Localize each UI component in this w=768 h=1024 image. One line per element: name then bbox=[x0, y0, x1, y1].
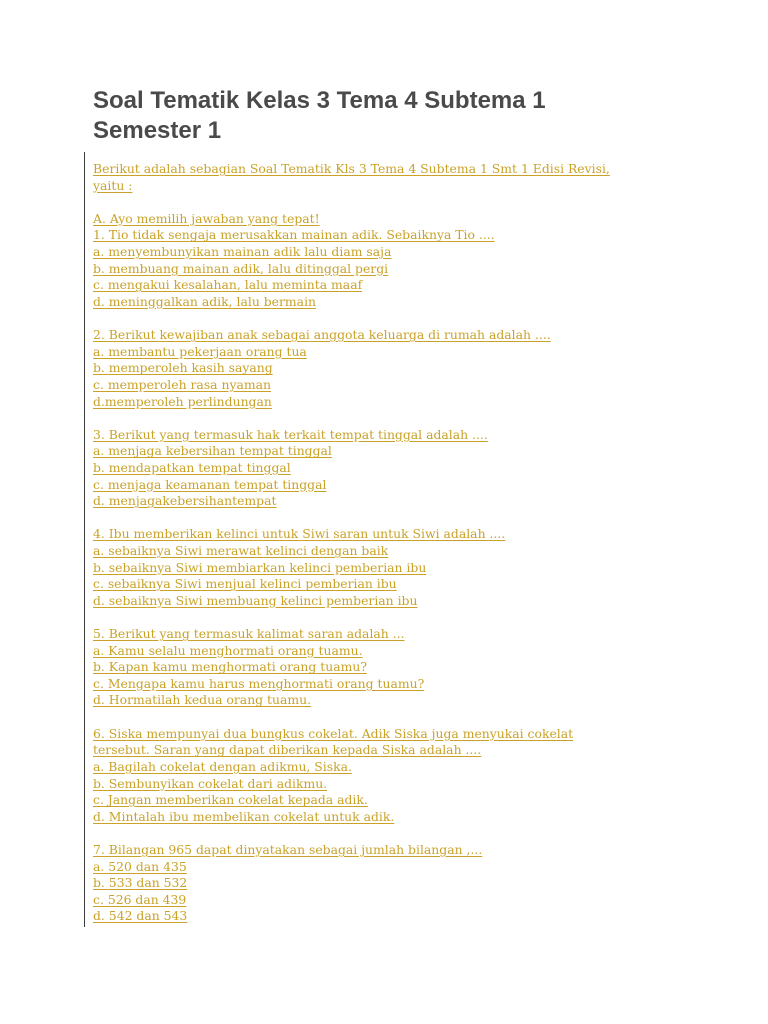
answer-option-link[interactable]: b. sebaiknya Siwi membiarkan kelinci pemberian ibu bbox=[93, 559, 427, 575]
answer-option-link[interactable]: d. Mintalah ibu membelikan cokelat untuk adik. bbox=[93, 808, 395, 824]
page-title bbox=[93, 86, 733, 146]
intro-paragraph bbox=[93, 161, 673, 194]
answer-option-link[interactable]: a. 520 dan 435 bbox=[93, 858, 187, 874]
answer-option-link[interactable]: d. meninggalkan adik, lalu bermain bbox=[93, 293, 317, 309]
answer-option-link[interactable]: c. memperoleh rasa nyaman bbox=[93, 376, 271, 392]
question-text-link[interactable]: 2. Berikut kewajiban anak sebagai anggota keluarga di rumah adalah .... bbox=[93, 327, 551, 343]
answer-option-link[interactable]: d. Hormatilah kedua orang tuamu. bbox=[93, 692, 312, 708]
answer-option-link[interactable]: c. sebaiknya Siwi menjual kelinci pemberian ibu bbox=[93, 576, 397, 592]
answer-option-link[interactable]: d. menjagakebersihantempat bbox=[93, 493, 277, 509]
document-body bbox=[93, 161, 673, 942]
text-link[interactable]: yaitu : bbox=[93, 177, 133, 193]
page-title-line-2: Semester 1 bbox=[93, 117, 222, 144]
blockquote-rule bbox=[84, 152, 85, 927]
question-text-link[interactable]: tersebut. Saran yang dapat diberikan kepada Siska adalah .... bbox=[93, 742, 482, 758]
question-text-link[interactable]: 5. Berikut yang termasuk kalimat saran adalah ... bbox=[93, 626, 405, 642]
answer-option-link[interactable]: b. Kapan kamu menghormati orang tuamu? bbox=[93, 659, 367, 675]
answer-option-link[interactable]: c. Jangan memberikan cokelat kepada adik. bbox=[93, 792, 368, 808]
question-text-link[interactable]: 6. Siska mempunyai dua bungkus cokelat. Adik Siska juga menyukai cokelat bbox=[93, 725, 574, 741]
answer-option-link[interactable]: d. sebaiknya Siwi membuang kelinci pemberian ibu bbox=[93, 592, 418, 608]
answer-option-link[interactable]: a. menjaga kebersihan tempat tinggal bbox=[93, 443, 332, 459]
question-text-link[interactable]: 7. Bilangan 965 dapat dinyatakan sebagai jumlah bilangan ,... bbox=[93, 842, 483, 857]
answer-option-link[interactable]: a. membantu pekerjaan orang tua bbox=[93, 343, 307, 359]
section-heading-link[interactable]: A. Ayo memilih jawaban yang tepat! bbox=[93, 210, 320, 226]
answer-option-link[interactable]: c. Mengapa kamu harus menghormati orang tuamu? bbox=[93, 675, 425, 691]
answer-option-link[interactable]: b. memperoleh kasih sayang bbox=[93, 360, 273, 376]
answer-option-link[interactable]: b. mendapatkan tempat tinggal bbox=[93, 459, 291, 475]
question-4-block bbox=[93, 526, 673, 609]
answer-option-link[interactable]: a. menyembunyikan mainan adik lalu diam saja bbox=[93, 244, 392, 260]
answer-option-link[interactable]: c. 526 dan 439 bbox=[93, 891, 187, 907]
answer-option-link[interactable]: a. Bagilah cokelat dengan adikmu, Siska. bbox=[93, 758, 352, 774]
answer-option-link[interactable]: c. mengakui kesalahan, lalu meminta maaf bbox=[93, 277, 363, 293]
question-3-block bbox=[93, 427, 673, 510]
answer-option-link[interactable]: d.memperoleh perlindungan bbox=[93, 393, 272, 409]
question-text-link[interactable]: 1. Tio tidak sengaja merusakkan mainan adik. Sebaiknya Tio .... bbox=[93, 227, 495, 243]
answer-option-link[interactable]: b. membuang mainan adik, lalu ditinggal pergi bbox=[93, 260, 389, 276]
answer-option-link[interactable]: d. 542 dan 543 bbox=[93, 908, 188, 924]
page-title-line-1: Soal Tematik Kelas 3 Tema 4 Subtema 1 bbox=[93, 87, 546, 114]
answer-option-link[interactable]: b. 533 dan 532 bbox=[93, 875, 188, 891]
text-link[interactable]: Berikut adalah sebagian Soal Tematik Kls 3 Tema 4 Subtema 1 Smt 1 Edisi Revisi, bbox=[93, 161, 610, 176]
question-5-block bbox=[93, 626, 673, 709]
question-2-block bbox=[93, 327, 673, 410]
answer-option-link[interactable]: c. menjaga keamanan tempat tinggal bbox=[93, 476, 327, 492]
answer-option-link[interactable]: b. Sembunyikan cokelat dari adikmu. bbox=[93, 775, 328, 791]
question-1-block bbox=[93, 211, 673, 311]
question-text-link[interactable]: 4. Ibu memberikan kelinci untuk Siwi saran untuk Siwi adalah .... bbox=[93, 526, 506, 542]
answer-option-link[interactable]: a. Kamu selalu menghormati orang tuamu. bbox=[93, 642, 363, 658]
question-7-block bbox=[93, 842, 673, 925]
question-6-block bbox=[93, 726, 673, 826]
answer-option-link[interactable]: a. sebaiknya Siwi merawat kelinci dengan baik bbox=[93, 543, 389, 559]
question-text-link[interactable]: 3. Berikut yang termasuk hak terkait tempat tinggal adalah .... bbox=[93, 426, 488, 442]
